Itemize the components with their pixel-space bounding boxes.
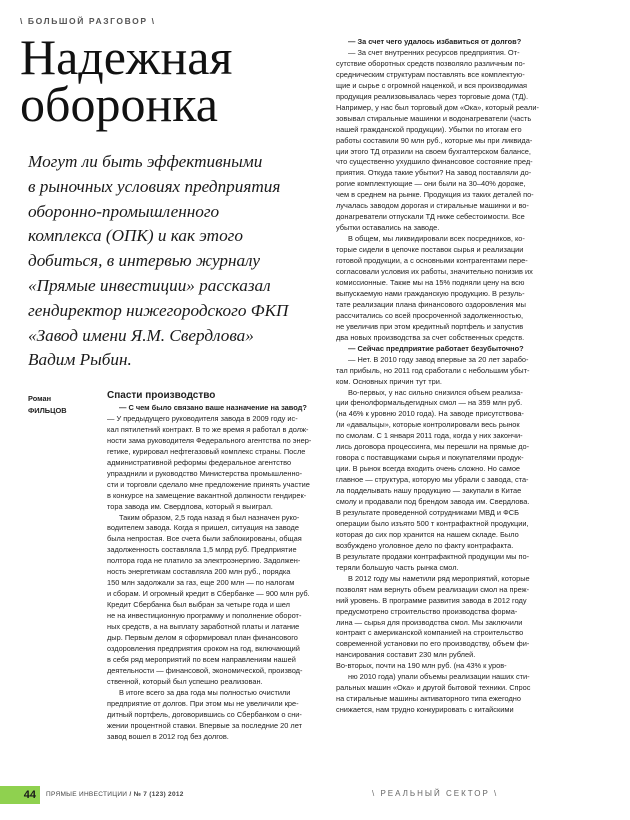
text-line: которая до сих пор хранится на нашем складе. Было (336, 529, 519, 539)
text-line: выпускаемую нами гражданскую продукцию. В резуль- (336, 288, 525, 298)
text-line: готовой продукции, а с основными контрагентами пере- (336, 256, 528, 266)
text-line: В общем, мы ликвидировали всех посредников, ко- (348, 234, 525, 244)
lead-line: в рыночных условиях предприятия (28, 176, 281, 196)
text-line: контракт с американской компанией на строительство (336, 628, 524, 638)
text-line: рассчитались со всей просроченной задолженностью, (336, 310, 524, 320)
interview-question: — Сейчас предприятие работает безубыточно? (348, 343, 524, 353)
right-column (336, 37, 576, 716)
text-line: главное — структура, которую мы убрали с завода, ста- (336, 475, 529, 485)
text-line: ции фенолформальдегидных смол — на 359 млн руб. (336, 398, 523, 408)
lead-line: гендиректор нижегородского ФКП (28, 300, 289, 320)
text-line: ла подделывать нашу продукцию — закупали в Китае (336, 486, 522, 496)
text-line: полтора года не платило за электроэнергию. Задолжен- (107, 556, 301, 566)
text-line: упразднили и руководство Министерства промышленно- (107, 468, 303, 478)
text-line: средническим структурам поставлять все комплектую- (336, 69, 525, 79)
text-line: говора с поставщиками сырья и покупателями продук- (336, 453, 524, 463)
title-line: оборонка (20, 76, 218, 132)
text-line: — За счет внутренних ресурсов предприятия. От- (348, 47, 520, 57)
text-line: приятия. Откуда такие убытки? На завод поставляли до- (336, 168, 532, 178)
text-line: ний уровень. В программе развития завода в 2012 году (336, 595, 527, 605)
text-line: что существенно ухудшило финансовое состояние пред- (336, 157, 533, 167)
text-line: не увеличив при этом кредитный портфель и запустив (336, 321, 524, 331)
text-line: торые сидели в цепочке поставок сырья и реализации (336, 245, 524, 255)
left-column (107, 389, 317, 743)
text-line: ственной, который был успешно реализован. (107, 676, 263, 686)
text-line: ком. Основных причин тут три. (336, 376, 442, 386)
text-line: сти и торговли сделало мне предложение принять участие (107, 479, 310, 489)
author-last-name: ФИЛЬЦОВ (28, 406, 67, 415)
article-lead (28, 150, 328, 373)
text-line: предусмотрено строительство производства форма- (336, 606, 518, 616)
author-first-name: Роман (28, 394, 52, 403)
text-line: ральных машин «Ока» и другой бытовой техники. Спрос (336, 683, 531, 693)
text-line: лина — сырья для производства смол. Мы заключили (336, 617, 523, 627)
section-name: \ РЕАЛЬНЫЙ СЕКТОР \ (372, 789, 499, 798)
text-line: предприятие от долгов. При этом мы не увеличили кре- (107, 698, 299, 708)
text-line: комиссионные. Также мы на 15% подняли цену на всю (336, 277, 525, 287)
issue-number: / № 7 (123) 2012 (129, 791, 184, 798)
text-line: жении процентной ставки. Впервые за последние 20 лет (107, 720, 302, 730)
text-line: рогие комплектующие — они были на 30–40% дороже, (336, 179, 526, 189)
text-line: задолженность составляла 1,5 млрд руб. Предприятие (107, 545, 297, 555)
magazine-info (46, 791, 184, 798)
text-line: ности зама руководителя Федерального агентства по энер- (107, 435, 312, 445)
text-line: ции. В рынок всегда входить очень сложно. Но самое (336, 464, 521, 474)
text-line: нашей гражданской продукции). Убытки по итогам его (336, 124, 522, 134)
text-line: работы составили 90 млн руб., которые мы при ликвида- (336, 135, 533, 145)
text-line: водителем завода. Когда я пришел, ситуация на заводе (107, 523, 299, 533)
article-title (20, 29, 320, 132)
title-line: Надежная (20, 29, 233, 85)
text-line: Во-первых, у нас сильно снизился объем реализа- (348, 387, 523, 397)
text-line: щие и сырье с огромной наценкой, и вся производимая (336, 80, 528, 90)
text-line: современной установки по его производству, объем фи- (336, 639, 530, 649)
text-line: на стиральные машины активаторного типа ежегодно (336, 694, 521, 704)
text-line: В результате проведенной сотрудниками МВД и ФСБ (336, 507, 519, 517)
text-line: 150 млн задолжали за газ, еще 200 млн — по налогам (107, 578, 295, 588)
author-byline (28, 393, 98, 417)
text-line: Во-вторых, почти на 190 млн руб. (на 43% к уров- (336, 661, 507, 671)
text-line: лись договора процессинга, мы перешли на прямые до- (336, 442, 530, 452)
text-line: теряли большую часть рынка смол. (336, 562, 459, 572)
text-line: — У предыдущего руководителя завода в 2009 году ис- (107, 413, 298, 423)
text-line: снижается, нам трудно конкурировать с китайскими (336, 705, 514, 715)
text-line: В результате продажи контрафактной продукции мы по- (336, 551, 530, 561)
text-line: деятельности — финансовой, экономической, производ- (107, 665, 303, 675)
text-line: убытки оставались на заводе. (336, 223, 440, 233)
text-line: ность энергетикам составляла 200 млн руб., порядка (107, 567, 291, 577)
text-line: завод вошел в 2012 год без долгов. (107, 731, 229, 741)
lead-line: добиться, в интервью журналу (28, 251, 260, 271)
text-line: гетике, курировал нефтегазовый комплекс страны. После (107, 446, 306, 456)
text-line: позволят нам вернуть объем реализации смол на преж- (336, 584, 530, 594)
text-line: Таким образом, 2,5 года назад я был назначен руко- (119, 512, 300, 522)
text-line: зовывал стиральные машинки и водонагреватели (часть (336, 113, 532, 123)
text-line: согласовали условия их работы, значительно понизив их (336, 267, 533, 277)
text-line: тора завода им. Свердлова, который я выиграл. (107, 501, 273, 511)
lead-line: «Завод имени Я.М. Свердлова» (28, 325, 254, 345)
text-line: (на 46% к уровню 2010 года). На заводе присутствова- (336, 409, 524, 419)
text-line: смолу и продавали под брендом завода им. Свердлова. (336, 497, 530, 507)
text-line: в себя ряд мероприятий по всем направлениям нашей (107, 654, 296, 664)
text-line: два новых производства за счет собственных средств. (336, 332, 525, 342)
text-line: операции было изъято 500 т контрафактной продукции, (336, 518, 529, 528)
text-line: нансирования составит 230 млн рублей. (336, 650, 476, 660)
lead-line: оборонно-промышленного (28, 201, 220, 221)
lead-line: «Прямые инвестиции» рассказал (28, 275, 271, 295)
text-line: тате реализации плана финансового оздоровления мы (336, 299, 526, 309)
text-line: ных средств, а на выплату заработной платы и латание (107, 622, 300, 632)
text-line: по смолам. С 1 января 2011 года, когда у них закончи- (336, 431, 523, 441)
interview-question: — За счет чего удалось избавиться от долгов? (348, 37, 522, 46)
text-line: В итоге всего за два года мы полностью очистили (119, 687, 291, 697)
text-line: в конкурсе на замещение вакантной должности гендирек- (107, 490, 307, 500)
text-line: дитный портфель, договорившись со Сбербанком о сни- (107, 709, 302, 719)
text-line: Например, у нас был торговый дом «Ока», который реали- (336, 102, 539, 112)
text-line: В 2012 году мы наметили ряд мероприятий, которые (348, 573, 530, 583)
text-line: чем в среднем на рынке. Продукция из таких деталей по- (336, 190, 534, 200)
text-line: сутствие оборотных средств позволяло различным по- (336, 58, 526, 68)
section-kicker: \ БОЛЬШОЙ РАЗГОВОР \ (20, 16, 156, 26)
text-line: и сборам. И огромный кредит в Сбербанке — 900 млн руб. (107, 589, 310, 599)
text-line: дыр. Первым делом я сформировал план финансового (107, 633, 298, 643)
lead-line: комплекса (ОПК) и как этого (28, 226, 243, 246)
magazine-name: ПРЯМЫЕ ИНВЕСТИЦИИ (46, 791, 128, 798)
lead-line: Вадим Рыбин. (28, 350, 132, 370)
text-line: не на инвестиционную программу и пополнение оборот- (107, 611, 302, 621)
text-line: кал пятилетний контракт. В то же время я работал в долж- (107, 424, 309, 434)
text-line: донагреватели отпускали ТД ниже себестоимости. Все (336, 212, 525, 222)
text-line: административной реформы федеральное агентство (107, 457, 292, 467)
subheading: Спасти производство (107, 390, 216, 401)
text-line: была непростая. Все счета были заблокированы, общая (107, 534, 302, 544)
text-line: возбуждено уголовное дело по факту контрафакта. (336, 540, 514, 550)
text-line: ли «давальцы», которые контролировали весь рынок (336, 420, 520, 430)
text-line: продукция реализовывалась через торговые дома (ТД). (336, 91, 529, 101)
text-line: лучалась заводом дорогая и стиральные машинки и во- (336, 201, 529, 211)
text-line: оздоровления предприятия сроком на год, включающий (107, 643, 300, 653)
text-line: тал прибыль, но 2011 год сработали с небольшим убыт- (336, 365, 530, 375)
text-line: — Нет. В 2010 году завод впервые за 20 лет зарабо- (348, 354, 529, 364)
interview-question: — С чем было связано ваше назначение на завод? (119, 403, 307, 412)
text-line: ню 2010 года) упали объемы реализации наших сти- (348, 672, 530, 682)
page-number: 44 (0, 786, 40, 804)
text-line: Кредит Сбербанка был выбран за четыре года и шел (107, 600, 290, 610)
lead-line: Могут ли быть эффективными (28, 152, 263, 171)
text-line: ции этого ТД отразили на своем бухгалтерском балансе, (336, 146, 531, 156)
